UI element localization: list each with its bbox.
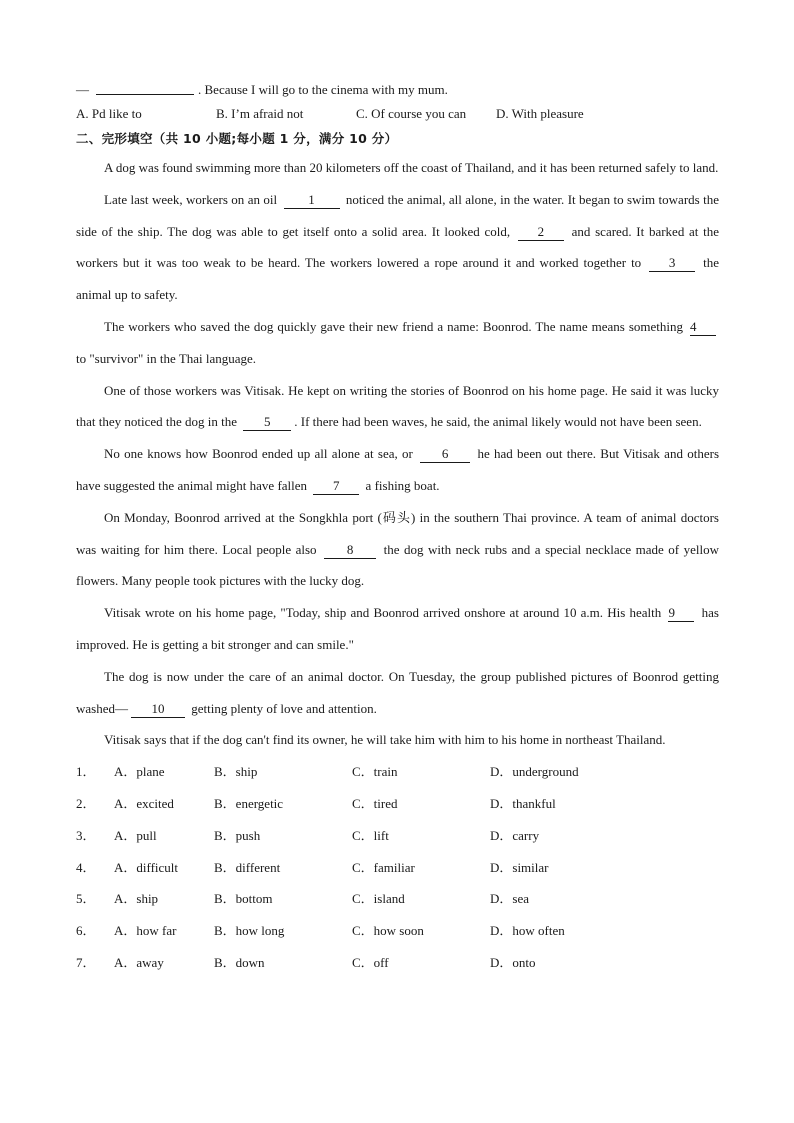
choice-row-2 [76, 788, 719, 820]
choice-row-3 [76, 820, 719, 852]
exam-page [76, 78, 719, 979]
choice-a: A．plane [114, 764, 165, 780]
choice-b: B．bottom [214, 891, 273, 907]
cloze-blank-1: 1 [284, 192, 340, 209]
choice-c: C．how soon [352, 923, 424, 939]
option-d: D. With pleasure [496, 106, 584, 121]
passage-paragraph-8: The dog is now under the care of an animal doctor. On Tuesday, the group published pictures of Boonrod getting washed— 10 getting plenty of love and attention. [76, 668, 719, 716]
answer-blank [96, 81, 194, 95]
cloze-blank-10: 10 [131, 701, 185, 718]
passage-paragraph-6: On Monday, Boonrod arrived at the Songkhla port (码头) in the southern Thai province. A team of animal doctors was waiting for him there. Local people also 8 the dog with neck rubs and a special necklace made of yellow flowers. Many people took pictures with the lucky dog. [76, 509, 720, 589]
choice-b: B．down [214, 954, 265, 970]
answer-choices [76, 756, 719, 979]
option-c: C. Of course you can [356, 106, 467, 121]
cloze-blank-6: 6 [420, 446, 470, 463]
choice-c: C．tired [352, 795, 398, 811]
option-a: A. Pd like to [76, 106, 142, 121]
option-b: B. I’m afraid not [216, 106, 304, 121]
choice-d: D．similar [490, 859, 549, 875]
cloze-blank-9: 9 [668, 605, 694, 622]
passage-paragraph-3: The workers who saved the dog quickly gave their new friend a name: Boonrod. The name means something 4 to "survivor" in the Thai language. [76, 311, 719, 375]
choice-c: C．familiar [352, 859, 415, 875]
choice-number: 7． [76, 954, 96, 970]
choice-row-5 [76, 883, 719, 915]
choice-b: B．energetic [214, 795, 284, 811]
choice-d: D．sea [490, 891, 529, 907]
passage-paragraph-5: No one knows how Boonrod ended up all alone at sea, or 6 he had been out there. But Vitisak and others have suggested the animal might have fallen 7 a fishing boat. [76, 446, 720, 493]
choice-c: C．island [352, 891, 405, 907]
cloze-blank-7: 7 [313, 478, 359, 495]
choice-number: 6． [76, 923, 96, 939]
choice-number: 3． [76, 827, 96, 843]
choice-d: D．onto [490, 954, 536, 970]
choice-a: A．how far [114, 923, 177, 939]
choice-b: B．how long [214, 923, 285, 939]
choice-c: C．off [352, 954, 389, 970]
choice-b: B．different [214, 859, 281, 875]
choice-a: A．away [114, 954, 164, 970]
previous-question-stem [76, 78, 719, 102]
choice-d: D．thankful [490, 795, 556, 811]
dialogue-dash: — [76, 82, 89, 97]
question-stem-text: . Because I will go to the cinema with my mum. [198, 82, 448, 97]
choice-row-1 [76, 756, 719, 788]
choice-a: A．ship [114, 891, 159, 907]
choice-d: D．underground [490, 764, 579, 780]
passage-paragraph-4: One of those workers was Vitisak. He kept on writing the stories of Boonrod on his home page. He said it was lucky that they noticed the dog in the 5 . If there had been waves, he said, the animal likely would not have been seen. [76, 382, 719, 430]
choice-b: B．ship [214, 764, 258, 780]
choice-d: D．how often [490, 923, 565, 939]
cloze-blank-8: 8 [324, 542, 376, 559]
passage-paragraph-7: Vitisak wrote on his home page, "Today, ship and Boonrod arrived onshore at around 10 a.m. His health 9 has improved. He is getting a bit stronger and can smile." [76, 605, 719, 652]
choice-a: A．pull [114, 827, 157, 843]
passage-paragraph-2: Late last week, workers on an oil 1 noticed the animal, all alone, in the water. It began to swim towards the side of the ship. The dog was able to get itself onto a solid area. It looked cold, 2 and scared. It barked at the workers but it was too weak to be heard. The workers lowered a rope around it and worked together to 3 the animal up to safety. [76, 191, 720, 303]
cloze-blank-5: 5 [243, 414, 291, 431]
choice-number: 4． [76, 859, 96, 875]
choice-row-4 [76, 852, 719, 884]
choice-c: C．lift [352, 827, 389, 843]
choice-number: 5． [76, 891, 96, 907]
passage-paragraph-1: A dog was found swimming more than 20 kilometers off the coast of Thailand, and it has been returned safely to land. [104, 160, 719, 175]
choice-row-6 [76, 915, 719, 947]
choice-c: C．train [352, 764, 398, 780]
passage-paragraph-9: Vitisak says that if the dog can't find its owner, he will take him with him to his home in northeast Thailand. [104, 732, 666, 748]
previous-question-options [76, 102, 719, 126]
choice-d: D．carry [490, 827, 540, 843]
choice-b: B．push [214, 827, 261, 843]
choice-number: 2． [76, 795, 96, 811]
section-title: 二、完形填空（共 10 小题;每小题 1 分，满分 10 分） [76, 131, 398, 146]
choice-a: A．difficult [114, 859, 179, 875]
choice-number: 1． [76, 764, 96, 780]
cloze-blank-3: 3 [649, 255, 695, 272]
cloze-blank-4: 4 [690, 319, 716, 336]
choice-a: A．excited [114, 795, 174, 811]
cloze-blank-2: 2 [518, 224, 564, 241]
choice-row-7 [76, 947, 719, 979]
